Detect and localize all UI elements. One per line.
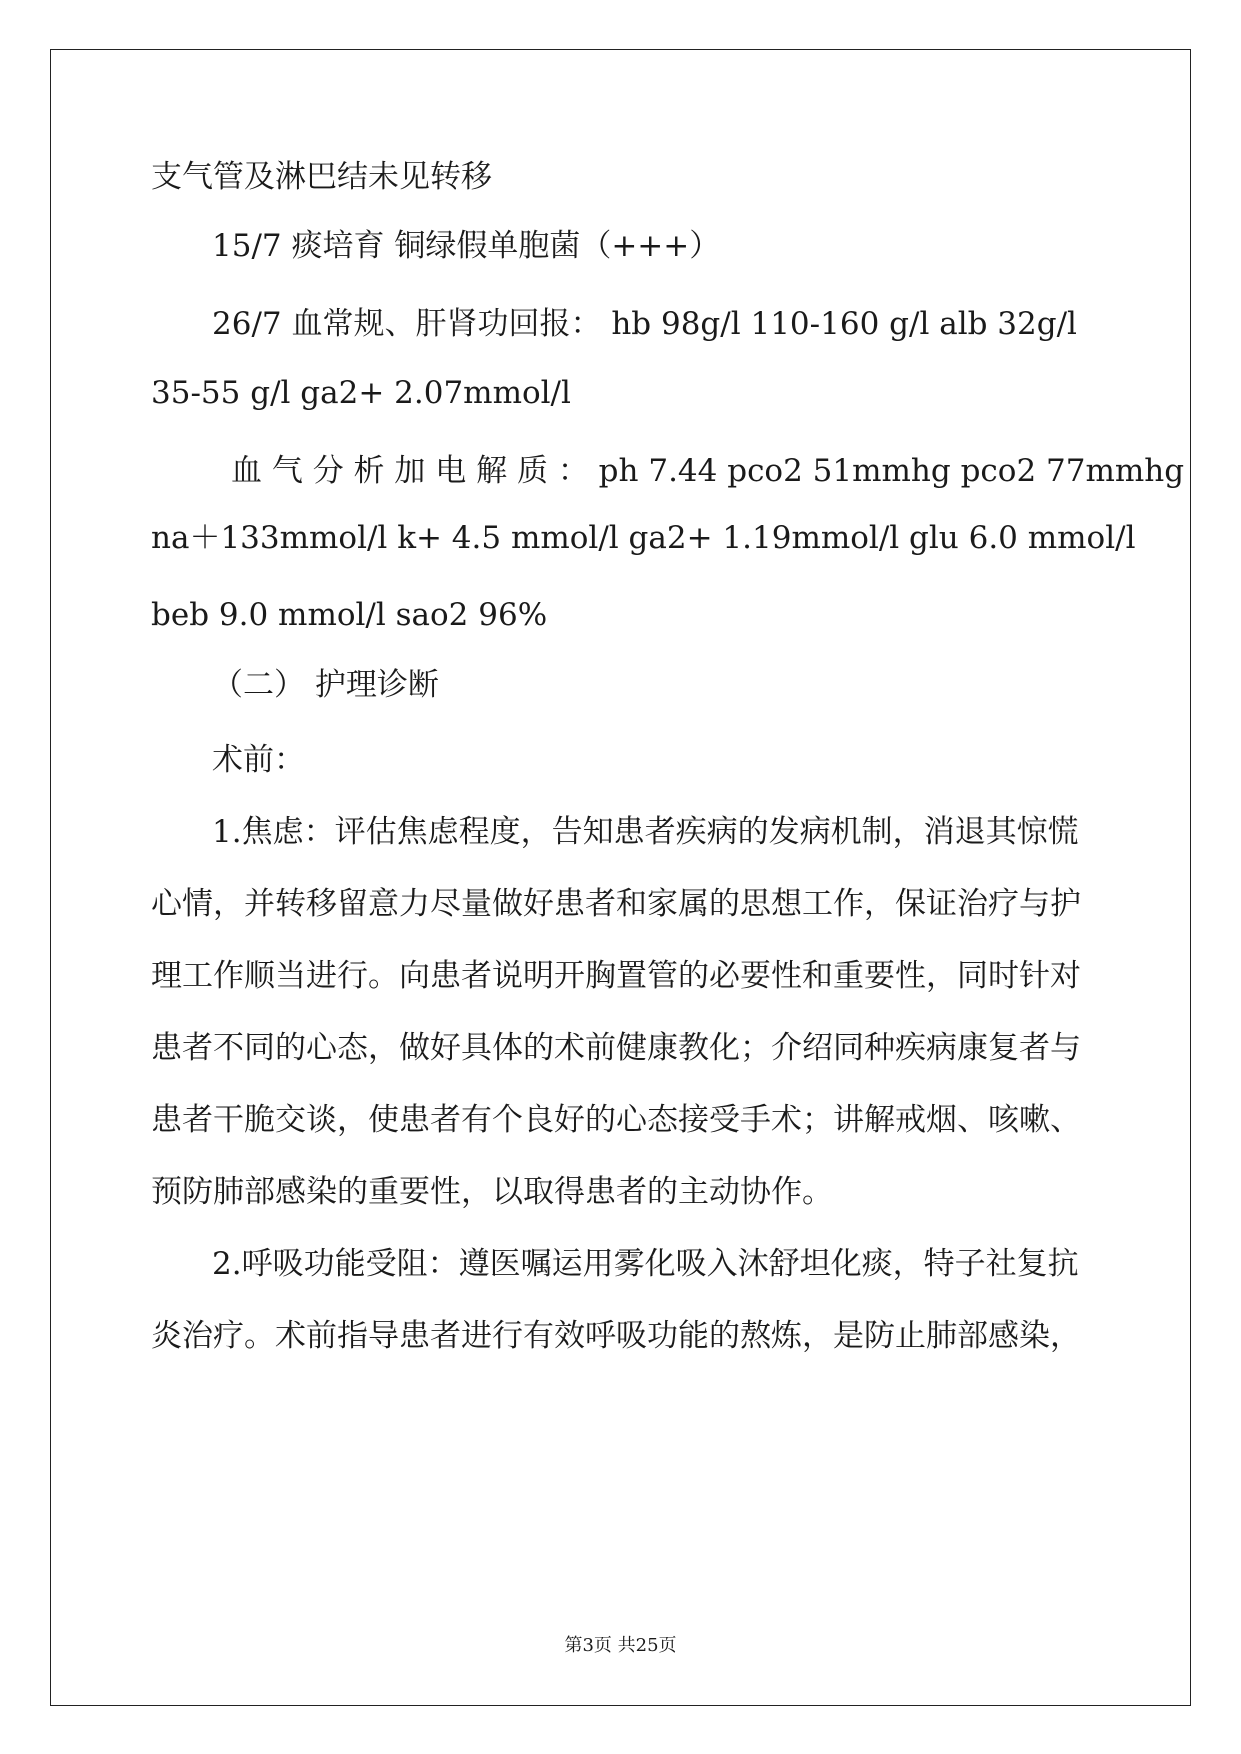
body-line-13: 患者不同的心态，做好具体的术前健康教化；介绍同种疾病康复者与 bbox=[151, 1030, 1081, 1066]
page-number-footer: 第3页 共25页 bbox=[564, 1635, 677, 1656]
body-line-16: 2.呼吸功能受阻：遵医嘱运用雾化吸入沐舒坦化痰，特子社复抗 bbox=[212, 1246, 1079, 1282]
body-line-3: 26/7 血常规、肝肾功回报： hb 98g/l 110-160 g/l alb 32g/l bbox=[212, 306, 1077, 342]
body-line-1: 支气管及淋巴结未见转移 bbox=[151, 159, 492, 195]
body-line-10: 1.焦虑：评估焦虑程度，告知患者疾病的发病机制，消退其惊慌 bbox=[212, 814, 1079, 850]
body-line-4: 35-55 g/l ga2+ 2.07mmol/l bbox=[151, 375, 571, 411]
body-line-14: 患者干脆交谈，使患者有个良好的心态接受手术；讲解戒烟、咳嗽、 bbox=[151, 1102, 1081, 1138]
subsection-label: 术前： bbox=[212, 742, 305, 778]
body-line-5: 血 气 分 析 加 电 解 质 ： ph 7.44 pco2 51mmhg pco2 77mmhg bbox=[231, 453, 1185, 489]
body-line-7: beb 9.0 mmol/l sao2 96% bbox=[151, 597, 548, 633]
page-border bbox=[50, 49, 1191, 1706]
section-heading: （二） 护理诊断 bbox=[212, 667, 439, 703]
body-line-12: 理工作顺当进行。向患者说明开胸置管的必要性和重要性，同时针对 bbox=[151, 958, 1081, 994]
body-line-15: 预防肺部感染的重要性，以取得患者的主动协作。 bbox=[151, 1174, 833, 1210]
body-line-6: na＋133mmol/l k+ 4.5 mmol/l ga2+ 1.19mmol/l glu 6.0 mmol/l bbox=[151, 520, 1136, 556]
body-line-2: 15/7 痰培育 铜绿假单胞菌（+++） bbox=[212, 228, 721, 264]
body-line-17: 炎治疗。术前指导患者进行有效呼吸功能的熬炼，是防止肺部感染， bbox=[151, 1318, 1081, 1354]
body-line-11: 心情，并转移留意力尽量做好患者和家属的思想工作，保证治疗与护 bbox=[151, 886, 1081, 922]
